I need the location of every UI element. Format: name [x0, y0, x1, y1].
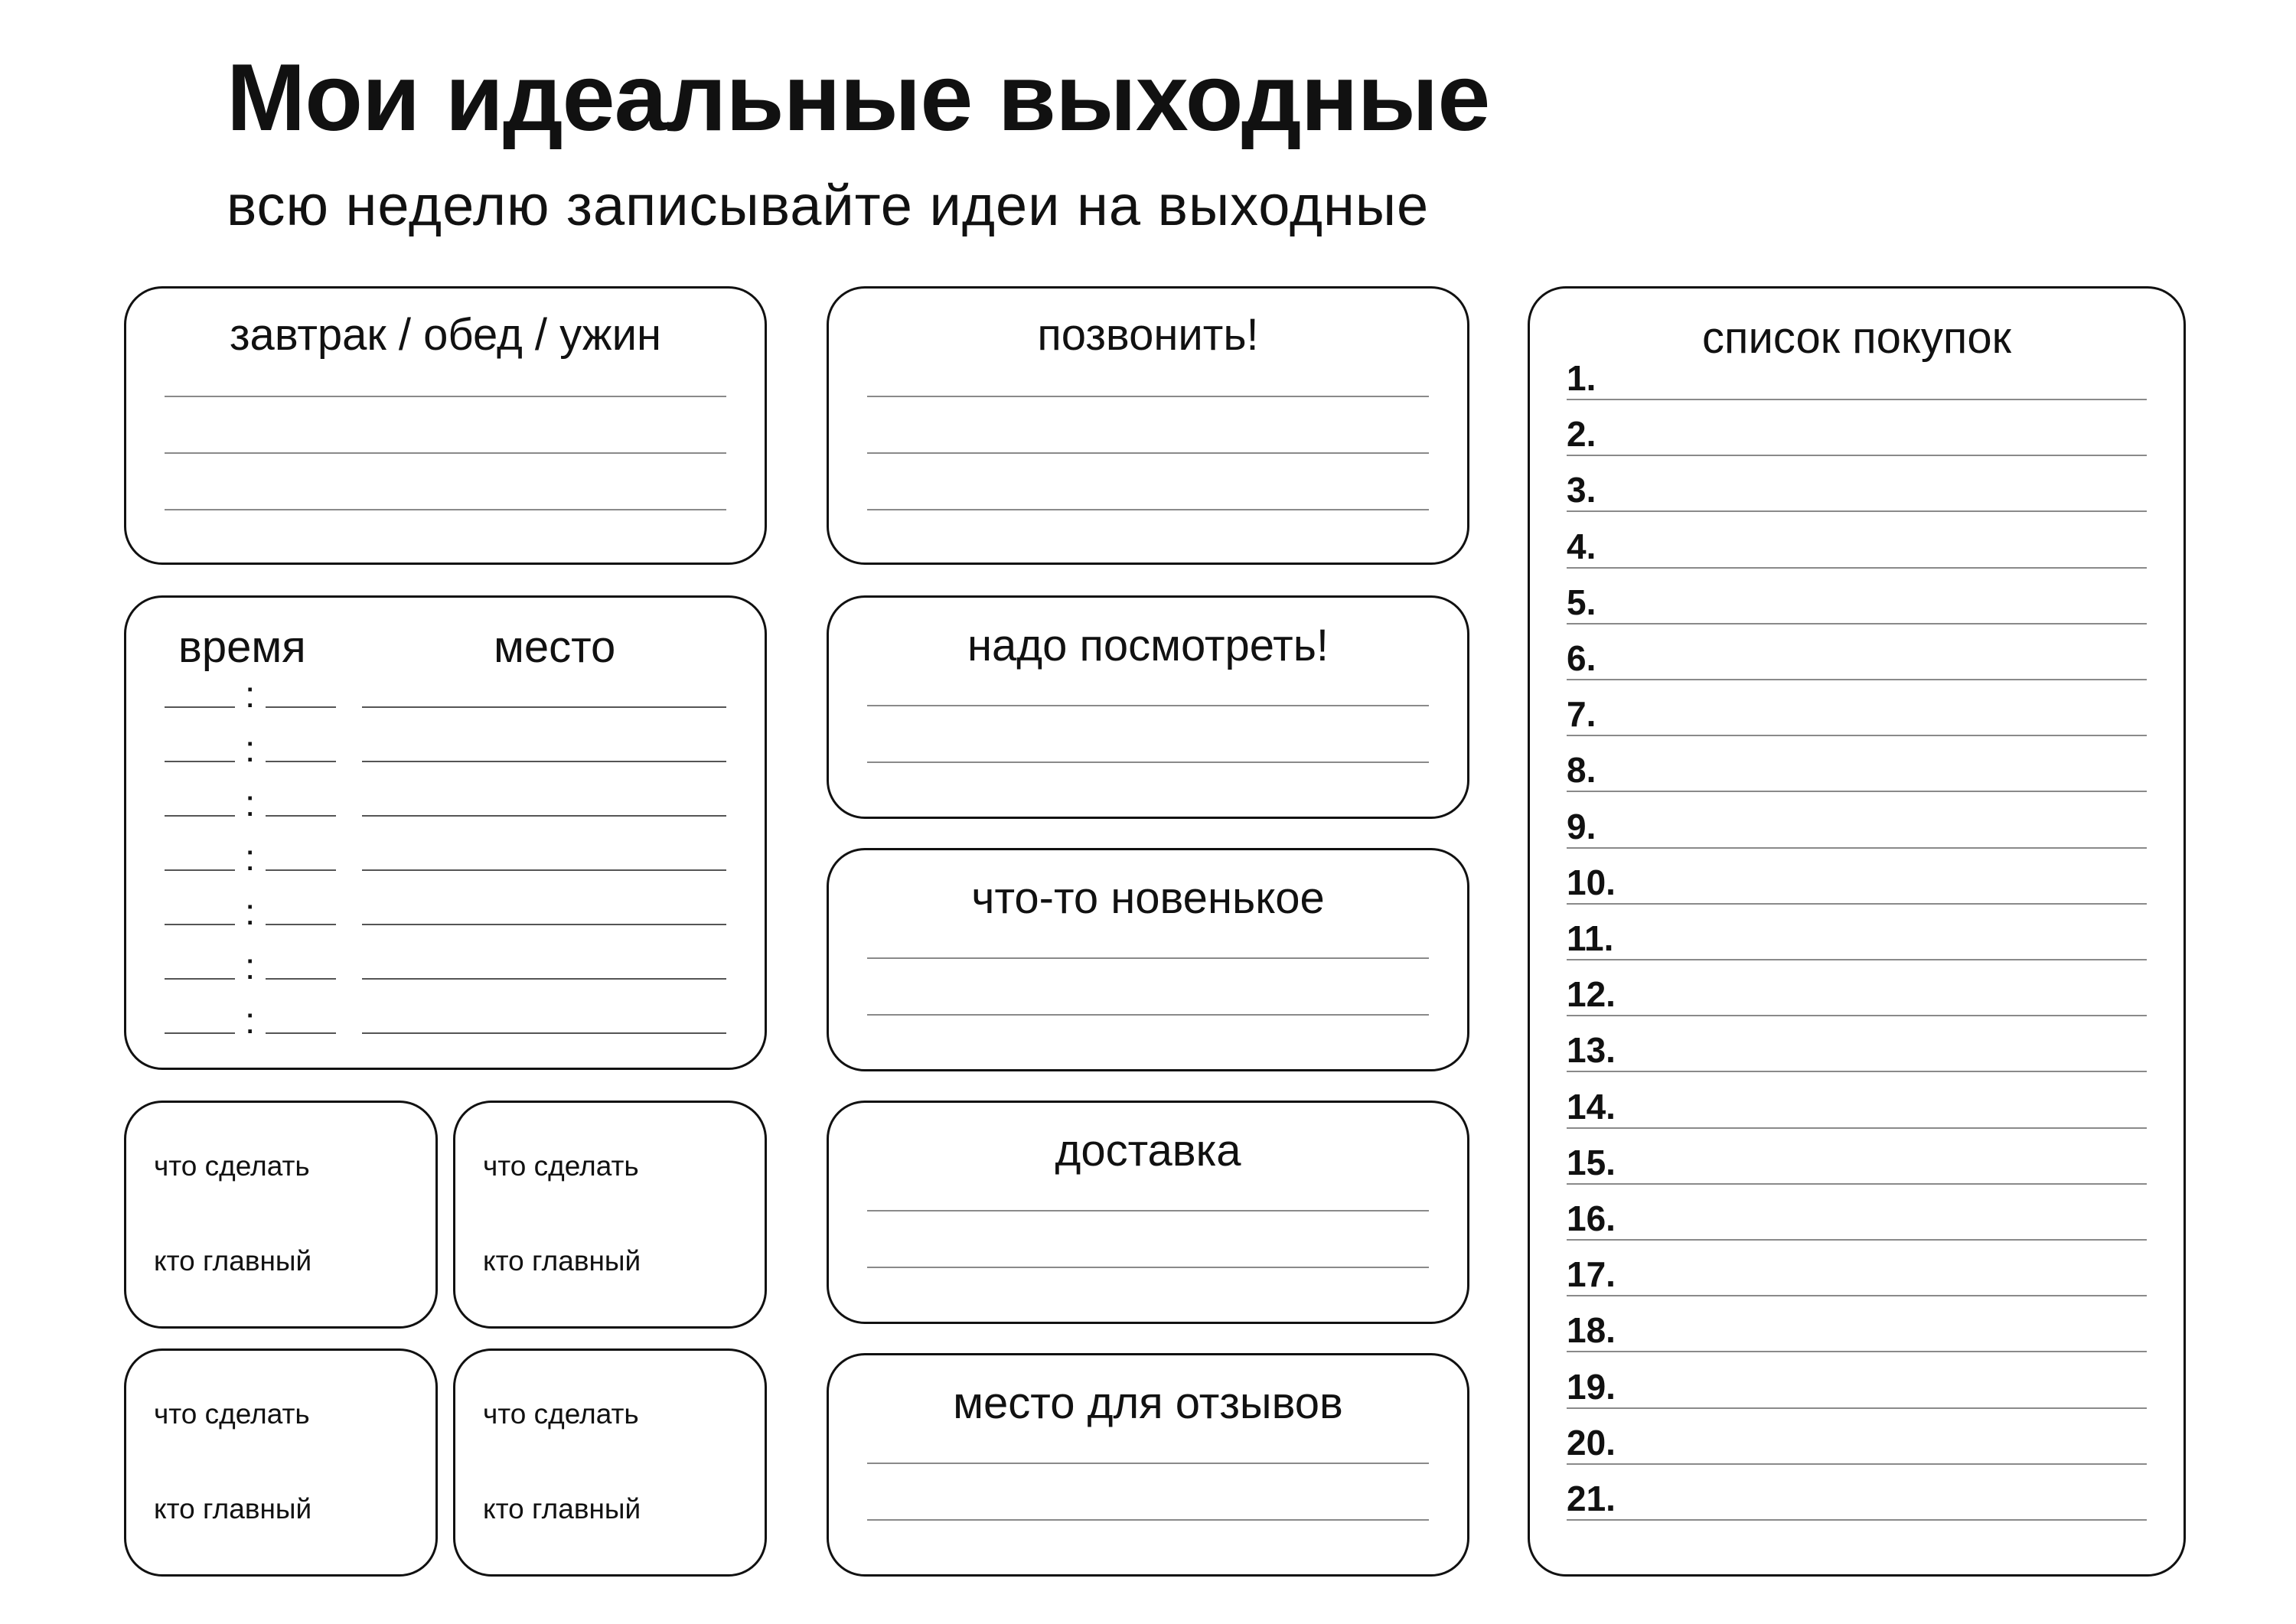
task-box — [453, 1101, 767, 1329]
meals-line[interactable] — [165, 396, 726, 397]
reviews-line[interactable] — [867, 1463, 1429, 1464]
shopping-item-line[interactable] — [1567, 1183, 2147, 1185]
call-box — [827, 286, 1469, 565]
shopping-item-line[interactable] — [1567, 1015, 2147, 1016]
meals-box — [124, 286, 767, 565]
shopping-item-number: 6. — [1567, 638, 1596, 678]
schedule-minute-line[interactable] — [266, 924, 336, 925]
call-line[interactable] — [867, 509, 1429, 510]
call-line[interactable] — [867, 452, 1429, 454]
schedule-hour-line[interactable] — [165, 815, 235, 817]
schedule-place-line[interactable] — [362, 924, 726, 925]
page-subtitle: всю неделю записывайте идеи на выходные — [227, 174, 1430, 237]
shopping-item-line[interactable] — [1567, 959, 2147, 960]
schedule-colon: : — [245, 675, 256, 716]
shopping-list-box — [1528, 286, 2186, 1577]
call-title: позвонить! — [1037, 310, 1259, 360]
shopping-item-number: 20. — [1567, 1422, 1616, 1463]
reviews-title: место для отзывов — [953, 1378, 1343, 1428]
shopping-item-number: 8. — [1567, 750, 1596, 791]
delivery-box — [827, 1101, 1469, 1324]
shopping-item-line[interactable] — [1567, 679, 2147, 680]
shopping-item-number: 18. — [1567, 1310, 1616, 1351]
shopping-item-line[interactable] — [1567, 735, 2147, 736]
new-thing-title: что-то новенькое — [971, 873, 1325, 923]
shopping-item-number: 9. — [1567, 806, 1596, 846]
schedule-place-line[interactable] — [362, 706, 726, 708]
shopping-item-line[interactable] — [1567, 1239, 2147, 1241]
task-who-label: кто главный — [483, 1493, 641, 1525]
call-line[interactable] — [867, 396, 1429, 397]
meals-line[interactable] — [165, 509, 726, 510]
schedule-minute-line[interactable] — [266, 815, 336, 817]
shopping-item-number: 16. — [1567, 1198, 1616, 1238]
task-what-label: что сделать — [483, 1150, 639, 1182]
schedule-place-line[interactable] — [362, 978, 726, 980]
task-box — [453, 1348, 767, 1577]
shopping-item-line[interactable] — [1567, 791, 2147, 792]
schedule-colon: : — [245, 1001, 256, 1042]
shopping-list-title: список покупок — [1702, 313, 2011, 363]
shopping-item-number: 13. — [1567, 1030, 1616, 1071]
shopping-item-line[interactable] — [1567, 1127, 2147, 1129]
schedule-hour-line[interactable] — [165, 761, 235, 762]
schedule-minute-line[interactable] — [266, 706, 336, 708]
shopping-item-line[interactable] — [1567, 399, 2147, 400]
task-box — [124, 1348, 438, 1577]
task-what-label: что сделать — [154, 1150, 310, 1182]
shopping-item-line[interactable] — [1567, 510, 2147, 512]
shopping-item-number: 5. — [1567, 582, 1596, 622]
shopping-item-line[interactable] — [1567, 1071, 2147, 1072]
shopping-item-line[interactable] — [1567, 1519, 2147, 1521]
reviews-box — [827, 1353, 1469, 1577]
task-what-label: что сделать — [483, 1398, 639, 1430]
schedule-minute-line[interactable] — [266, 1032, 336, 1034]
schedule-place-line[interactable] — [362, 869, 726, 871]
shopping-item-number: 10. — [1567, 862, 1616, 902]
delivery-line[interactable] — [867, 1267, 1429, 1268]
page-title: Мои идеальные выходные — [227, 45, 1490, 151]
shopping-item-line[interactable] — [1567, 455, 2147, 456]
schedule-place-line[interactable] — [362, 815, 726, 817]
task-who-label: кто главный — [154, 1493, 312, 1525]
watch-line[interactable] — [867, 705, 1429, 706]
place-label: место — [494, 622, 616, 672]
shopping-item-line[interactable] — [1567, 1463, 2147, 1465]
task-who-label: кто главный — [483, 1245, 641, 1277]
schedule-colon: : — [245, 947, 256, 987]
watch-line[interactable] — [867, 761, 1429, 763]
shopping-item-number: 19. — [1567, 1366, 1616, 1407]
meals-line[interactable] — [165, 452, 726, 454]
shopping-item-line[interactable] — [1567, 1407, 2147, 1409]
schedule-colon: : — [245, 892, 256, 933]
shopping-item-number: 21. — [1567, 1479, 1616, 1518]
shopping-item-number: 7. — [1567, 694, 1596, 735]
shopping-item-number: 17. — [1567, 1254, 1616, 1295]
shopping-item-number: 3. — [1567, 470, 1596, 510]
watch-box — [827, 595, 1469, 819]
new-thing-line[interactable] — [867, 957, 1429, 959]
task-what-label: что сделать — [154, 1398, 310, 1430]
schedule-hour-line[interactable] — [165, 978, 235, 980]
shopping-item-line[interactable] — [1567, 623, 2147, 624]
reviews-line[interactable] — [867, 1519, 1429, 1521]
shopping-item-number: 1. — [1567, 358, 1596, 398]
shopping-item-number: 12. — [1567, 974, 1616, 1015]
new-thing-box — [827, 848, 1469, 1071]
shopping-item-line[interactable] — [1567, 567, 2147, 569]
schedule-place-line[interactable] — [362, 1032, 726, 1034]
schedule-box — [124, 595, 767, 1070]
schedule-place-line[interactable] — [362, 761, 726, 762]
shopping-item-line[interactable] — [1567, 903, 2147, 905]
task-box — [124, 1101, 438, 1329]
schedule-colon: : — [245, 784, 256, 824]
schedule-hour-line[interactable] — [165, 1032, 235, 1034]
shopping-item-line[interactable] — [1567, 1295, 2147, 1296]
shopping-item-number: 11. — [1567, 918, 1614, 958]
delivery-line[interactable] — [867, 1210, 1429, 1211]
shopping-item-number: 15. — [1567, 1142, 1616, 1182]
shopping-item-line[interactable] — [1567, 847, 2147, 849]
schedule-hour-line[interactable] — [165, 869, 235, 871]
schedule-minute-line[interactable] — [266, 869, 336, 871]
schedule-colon: : — [245, 838, 256, 879]
schedule-minute-line[interactable] — [266, 761, 336, 762]
new-thing-line[interactable] — [867, 1014, 1429, 1016]
schedule-minute-line[interactable] — [266, 978, 336, 980]
schedule-hour-line[interactable] — [165, 924, 235, 925]
shopping-item-number: 4. — [1567, 526, 1596, 566]
shopping-item-number: 2. — [1567, 414, 1596, 455]
time-label: время — [178, 622, 306, 672]
task-who-label: кто главный — [154, 1245, 312, 1277]
schedule-colon: : — [245, 729, 256, 770]
schedule-hour-line[interactable] — [165, 706, 235, 708]
watch-title: надо посмотреть! — [967, 621, 1329, 670]
shopping-item-line[interactable] — [1567, 1351, 2147, 1352]
meals-title: завтрак / обед / ужин — [229, 310, 662, 360]
delivery-title: доставка — [1055, 1126, 1241, 1176]
shopping-item-number: 14. — [1567, 1086, 1616, 1127]
